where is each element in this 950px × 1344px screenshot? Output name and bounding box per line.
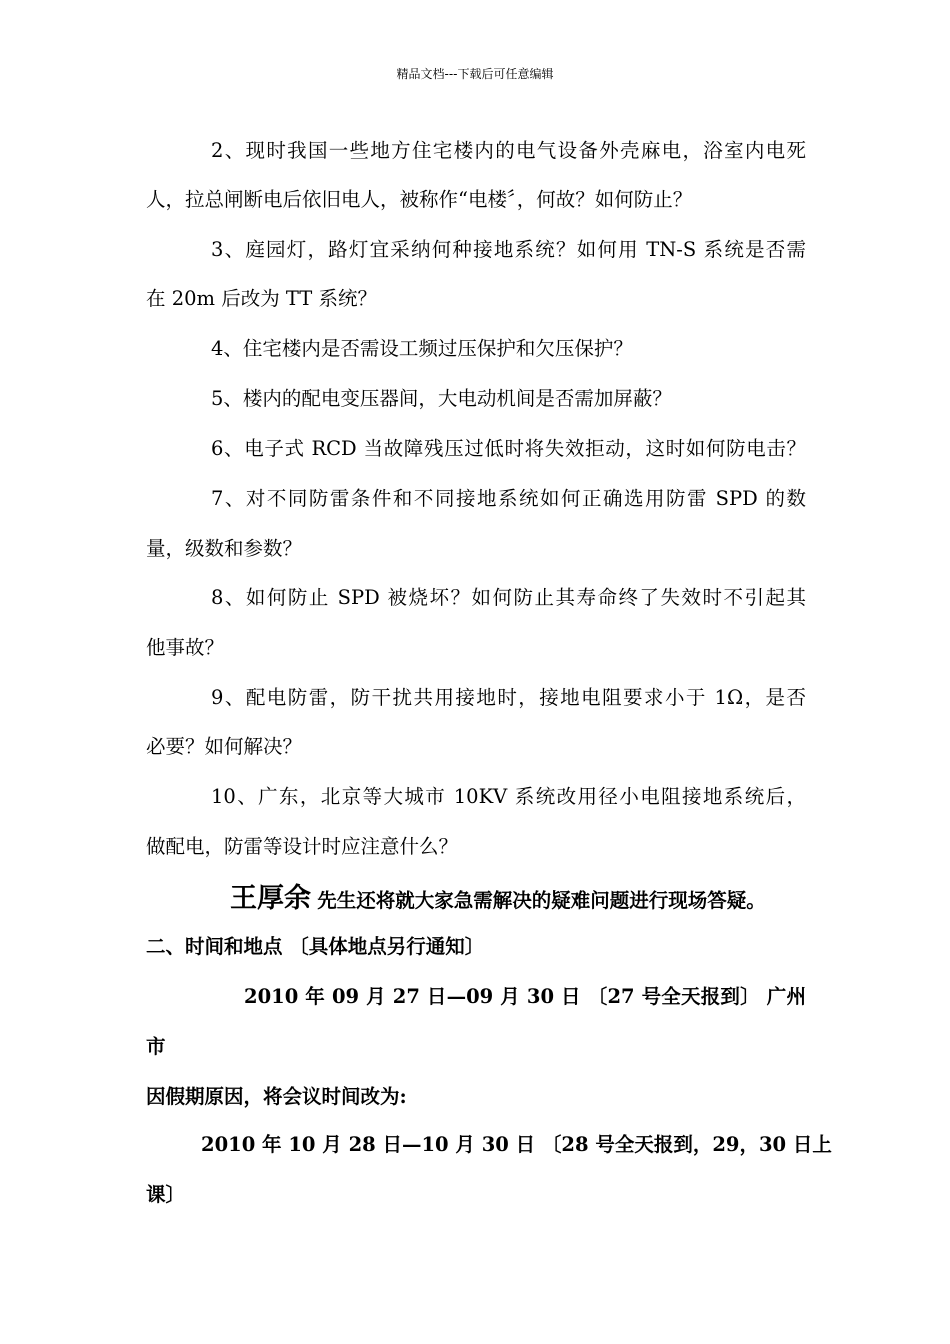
question-8-line-1: 8、如何防止 SPD 被烧坏？如何防止其寿命终了失效时不引起其 xyxy=(211,586,806,609)
section-2-title: 二、时间和地点 〔具体地点另行通知〕 xyxy=(146,935,485,958)
question-10-line-2: 做配电，防雷等设计时应注意什么？ xyxy=(146,835,459,858)
schedule-new-line-2: 课〕 xyxy=(146,1183,186,1206)
question-9-line-1: 9、配电防雷，防干扰共用接地时，接地电阻要求小于 1Ω，是否 xyxy=(211,686,806,709)
highlight-line xyxy=(230,880,810,920)
question-2-line-1: 2、现时我国一些地方住宅楼内的电气设备外壳麻电，浴室内电死 xyxy=(211,139,806,162)
question-9-line-2: 必要？如何解决？ xyxy=(146,735,303,758)
question-6: 6、电子式 RCD 当故障残压过低时将失效拒动，这时如何防电击？ xyxy=(211,437,806,460)
question-8-line-2: 他事故？ xyxy=(146,636,225,659)
schedule-original-line-1: 2010 年 09 月 27 日—09 月 30 日 〔27 号全天报到〕 广州 xyxy=(244,985,806,1008)
question-5: 5、楼内的配电变压器间，大电动机间是否需加屏蔽？ xyxy=(211,387,672,410)
question-10-line-1: 10、广东，北京等大城市 10KV 系统改用径小电阻接地系统后， xyxy=(211,785,806,808)
question-7-line-2: 量，级数和参数？ xyxy=(146,537,303,560)
question-2-line-2: 人，拉总闸断电后依旧电人，被称作“电楼〞，何故？如何防止？ xyxy=(146,188,693,211)
question-7-line-1: 7、对不同防雷条件和不同接地系统如何正确选用防雷 SPD 的数 xyxy=(211,487,806,510)
schedule-original-line-2: 市 xyxy=(146,1035,166,1058)
schedule-new-line-1: 2010 年 10 月 28 日—10 月 30 日 〔28 号全天报到，29，30 日上 xyxy=(201,1133,832,1156)
speaker-name: 王厚余 xyxy=(230,883,311,914)
question-3-line-1: 3、庭园灯，路灯宜采纳何种接地系统？如何用 TN-S 系统是否需 xyxy=(211,238,806,261)
speaker-note: 先生还将就大家急需解决的疑难问题进行现场答疑。 xyxy=(317,889,766,912)
schedule-change-notice: 因假期原因，将会议时间改为: xyxy=(146,1085,407,1108)
page-header: 精品文档---下载后可任意编辑 xyxy=(396,67,554,81)
question-3-line-2: 在 20m 后改为 TT 系统？ xyxy=(146,287,377,310)
question-4: 4、住宅楼内是否需设工频过压保护和欠压保护？ xyxy=(211,337,633,360)
